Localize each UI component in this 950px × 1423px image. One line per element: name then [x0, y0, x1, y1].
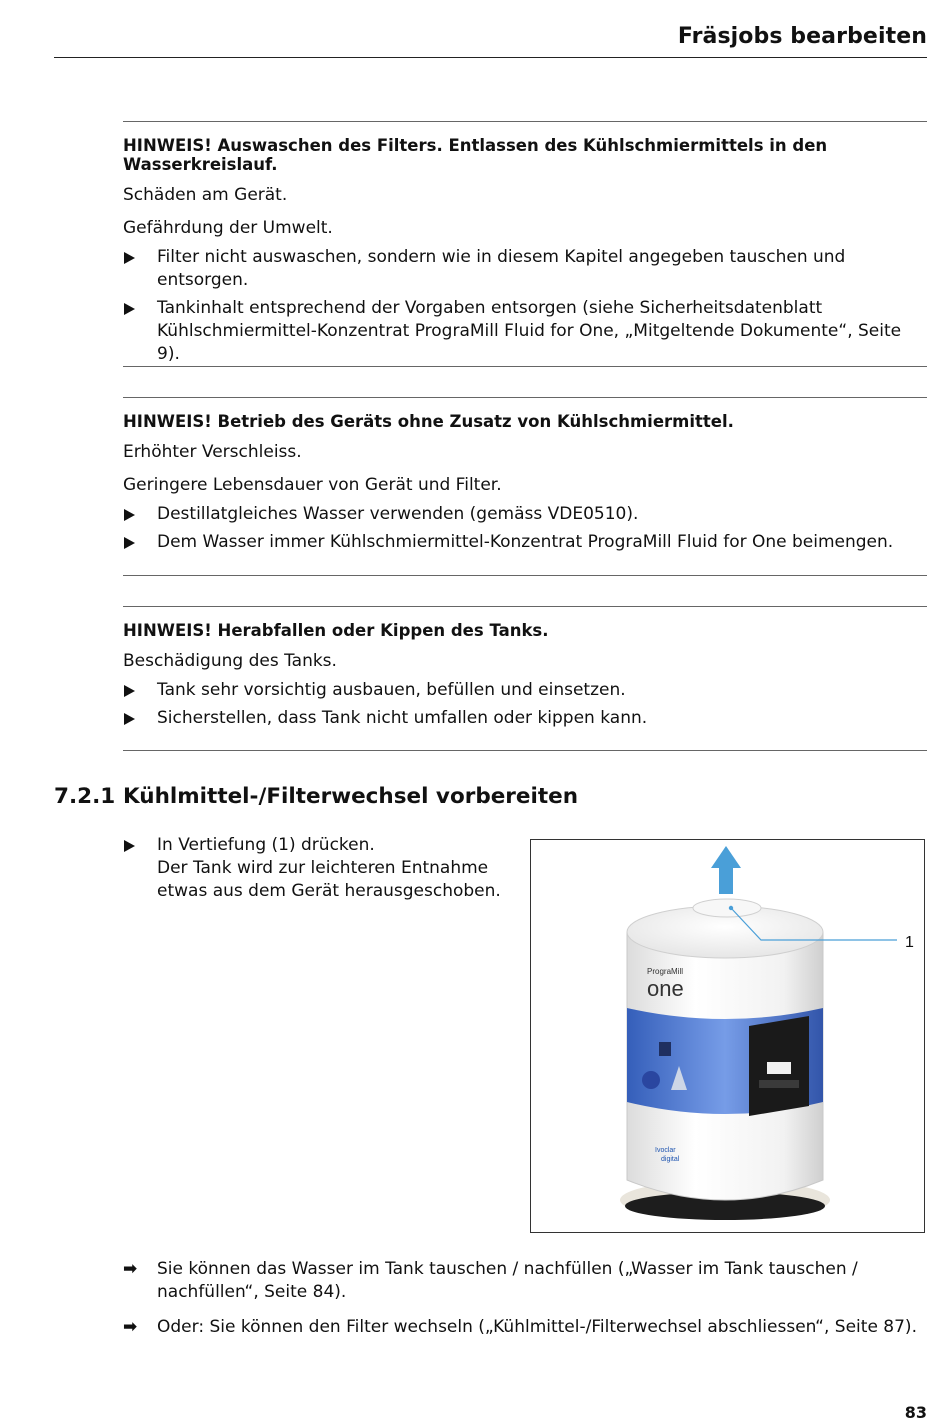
step-result-text: Der Tank wird zur leichteren Entnahme etwas aus dem Gerät herausgeschoben. — [157, 858, 501, 901]
bullet-item — [123, 297, 927, 366]
step-instruction — [123, 834, 518, 903]
bullet-text: Filter nicht auswaschen, sondern wie in diesem Kapitel angegeben tauschen und entsorgen. — [157, 247, 846, 290]
triangle-bullet-icon — [124, 252, 135, 264]
notice-paragraph: Beschädigung des Tanks. — [123, 651, 337, 671]
device-figure — [530, 839, 925, 1233]
bullet-text: Tank sehr vorsichtig ausbauen, befüllen und einsetzen. — [157, 680, 626, 700]
section-title: Kühlmittel-/Filterwechsel vorbereiten — [123, 784, 579, 809]
up-arrow-icon — [711, 846, 741, 894]
right-arrow-icon: ➡ — [123, 1317, 138, 1337]
notice-paragraph: Gefährdung der Umwelt. — [123, 218, 333, 238]
page-number: 83 — [904, 1403, 927, 1422]
bullet-item — [123, 503, 927, 526]
triangle-bullet-icon — [124, 537, 135, 549]
callout-label: 1 — [905, 934, 914, 951]
result-text: Oder: Sie können den Filter wechseln („Kühlmittel-/Filterwechsel abschliessen“, Seite 87). — [157, 1317, 917, 1337]
triangle-bullet-icon — [124, 509, 135, 521]
right-arrow-icon: ➡ — [123, 1259, 138, 1279]
logo-text: digital — [661, 1156, 680, 1163]
notice-paragraph: Geringere Lebensdauer von Gerät und Filter. — [123, 475, 502, 495]
notice-box-coolant — [123, 397, 927, 576]
notice-box-filter — [123, 121, 927, 367]
bullet-item — [123, 707, 927, 730]
triangle-bullet-icon — [124, 685, 135, 697]
brand-text: one — [647, 976, 684, 1001]
notice-title: HINWEIS! Herabfallen oder Kippen des Tanks. — [123, 621, 549, 640]
bullet-text: Dem Wasser immer Kühlschmiermittel-Konzentrat PrograMill Fluid for One beimengen. — [157, 532, 894, 552]
notice-box-tank — [123, 606, 927, 751]
triangle-bullet-icon — [124, 840, 135, 852]
result-text: Sie können das Wasser im Tank tauschen / nachfüllen („Wasser im Tank tauschen / nachfüllen“, Seite 84). — [157, 1259, 858, 1302]
triangle-bullet-icon — [124, 713, 135, 725]
bullet-item — [123, 246, 927, 292]
result-item — [123, 1316, 927, 1339]
result-item — [123, 1258, 927, 1304]
section-heading — [54, 784, 578, 809]
bullet-text: Sicherstellen, dass Tank nicht umfallen oder kippen kann. — [157, 708, 648, 728]
section-number: 7.2.1 — [54, 784, 116, 809]
bullet-text: Destillatgleiches Wasser verwenden (gemäss VDE0510). — [157, 504, 639, 524]
notice-bullets — [123, 503, 927, 554]
brand-text: PrograMill — [647, 967, 684, 976]
notice-paragraph: Schäden am Gerät. — [123, 185, 288, 205]
header-rule — [54, 57, 927, 58]
running-header-title: Fräsjobs bearbeiten — [677, 24, 927, 49]
notice-paragraph: Erhöhter Verschleiss. — [123, 442, 302, 462]
bullet-item — [123, 531, 927, 554]
bullet-item — [123, 679, 927, 702]
notice-bullets — [123, 246, 927, 366]
tank-illustration — [531, 840, 923, 1231]
notice-title: HINWEIS! Betrieb des Geräts ohne Zusatz von Kühlschmiermittel. — [123, 412, 734, 431]
triangle-bullet-icon — [124, 303, 135, 315]
logo-text: Ivoclar — [655, 1147, 676, 1154]
bullet-text: Tankinhalt entsprechend der Vorgaben entsorgen (siehe Sicherheitsdatenblatt Kühlschmiermittel-Konzentrat PrograMill Fluid for One, „Mitgeltende Dokumente“, Seite 9). — [157, 298, 902, 364]
notice-bullets — [123, 679, 927, 730]
notice-title: HINWEIS! Auswaschen des Filters. Entlassen des Kühlschmiermittels in den Wasserkreislauf. — [123, 136, 828, 174]
step-text: In Vertiefung (1) drücken. — [157, 835, 375, 855]
